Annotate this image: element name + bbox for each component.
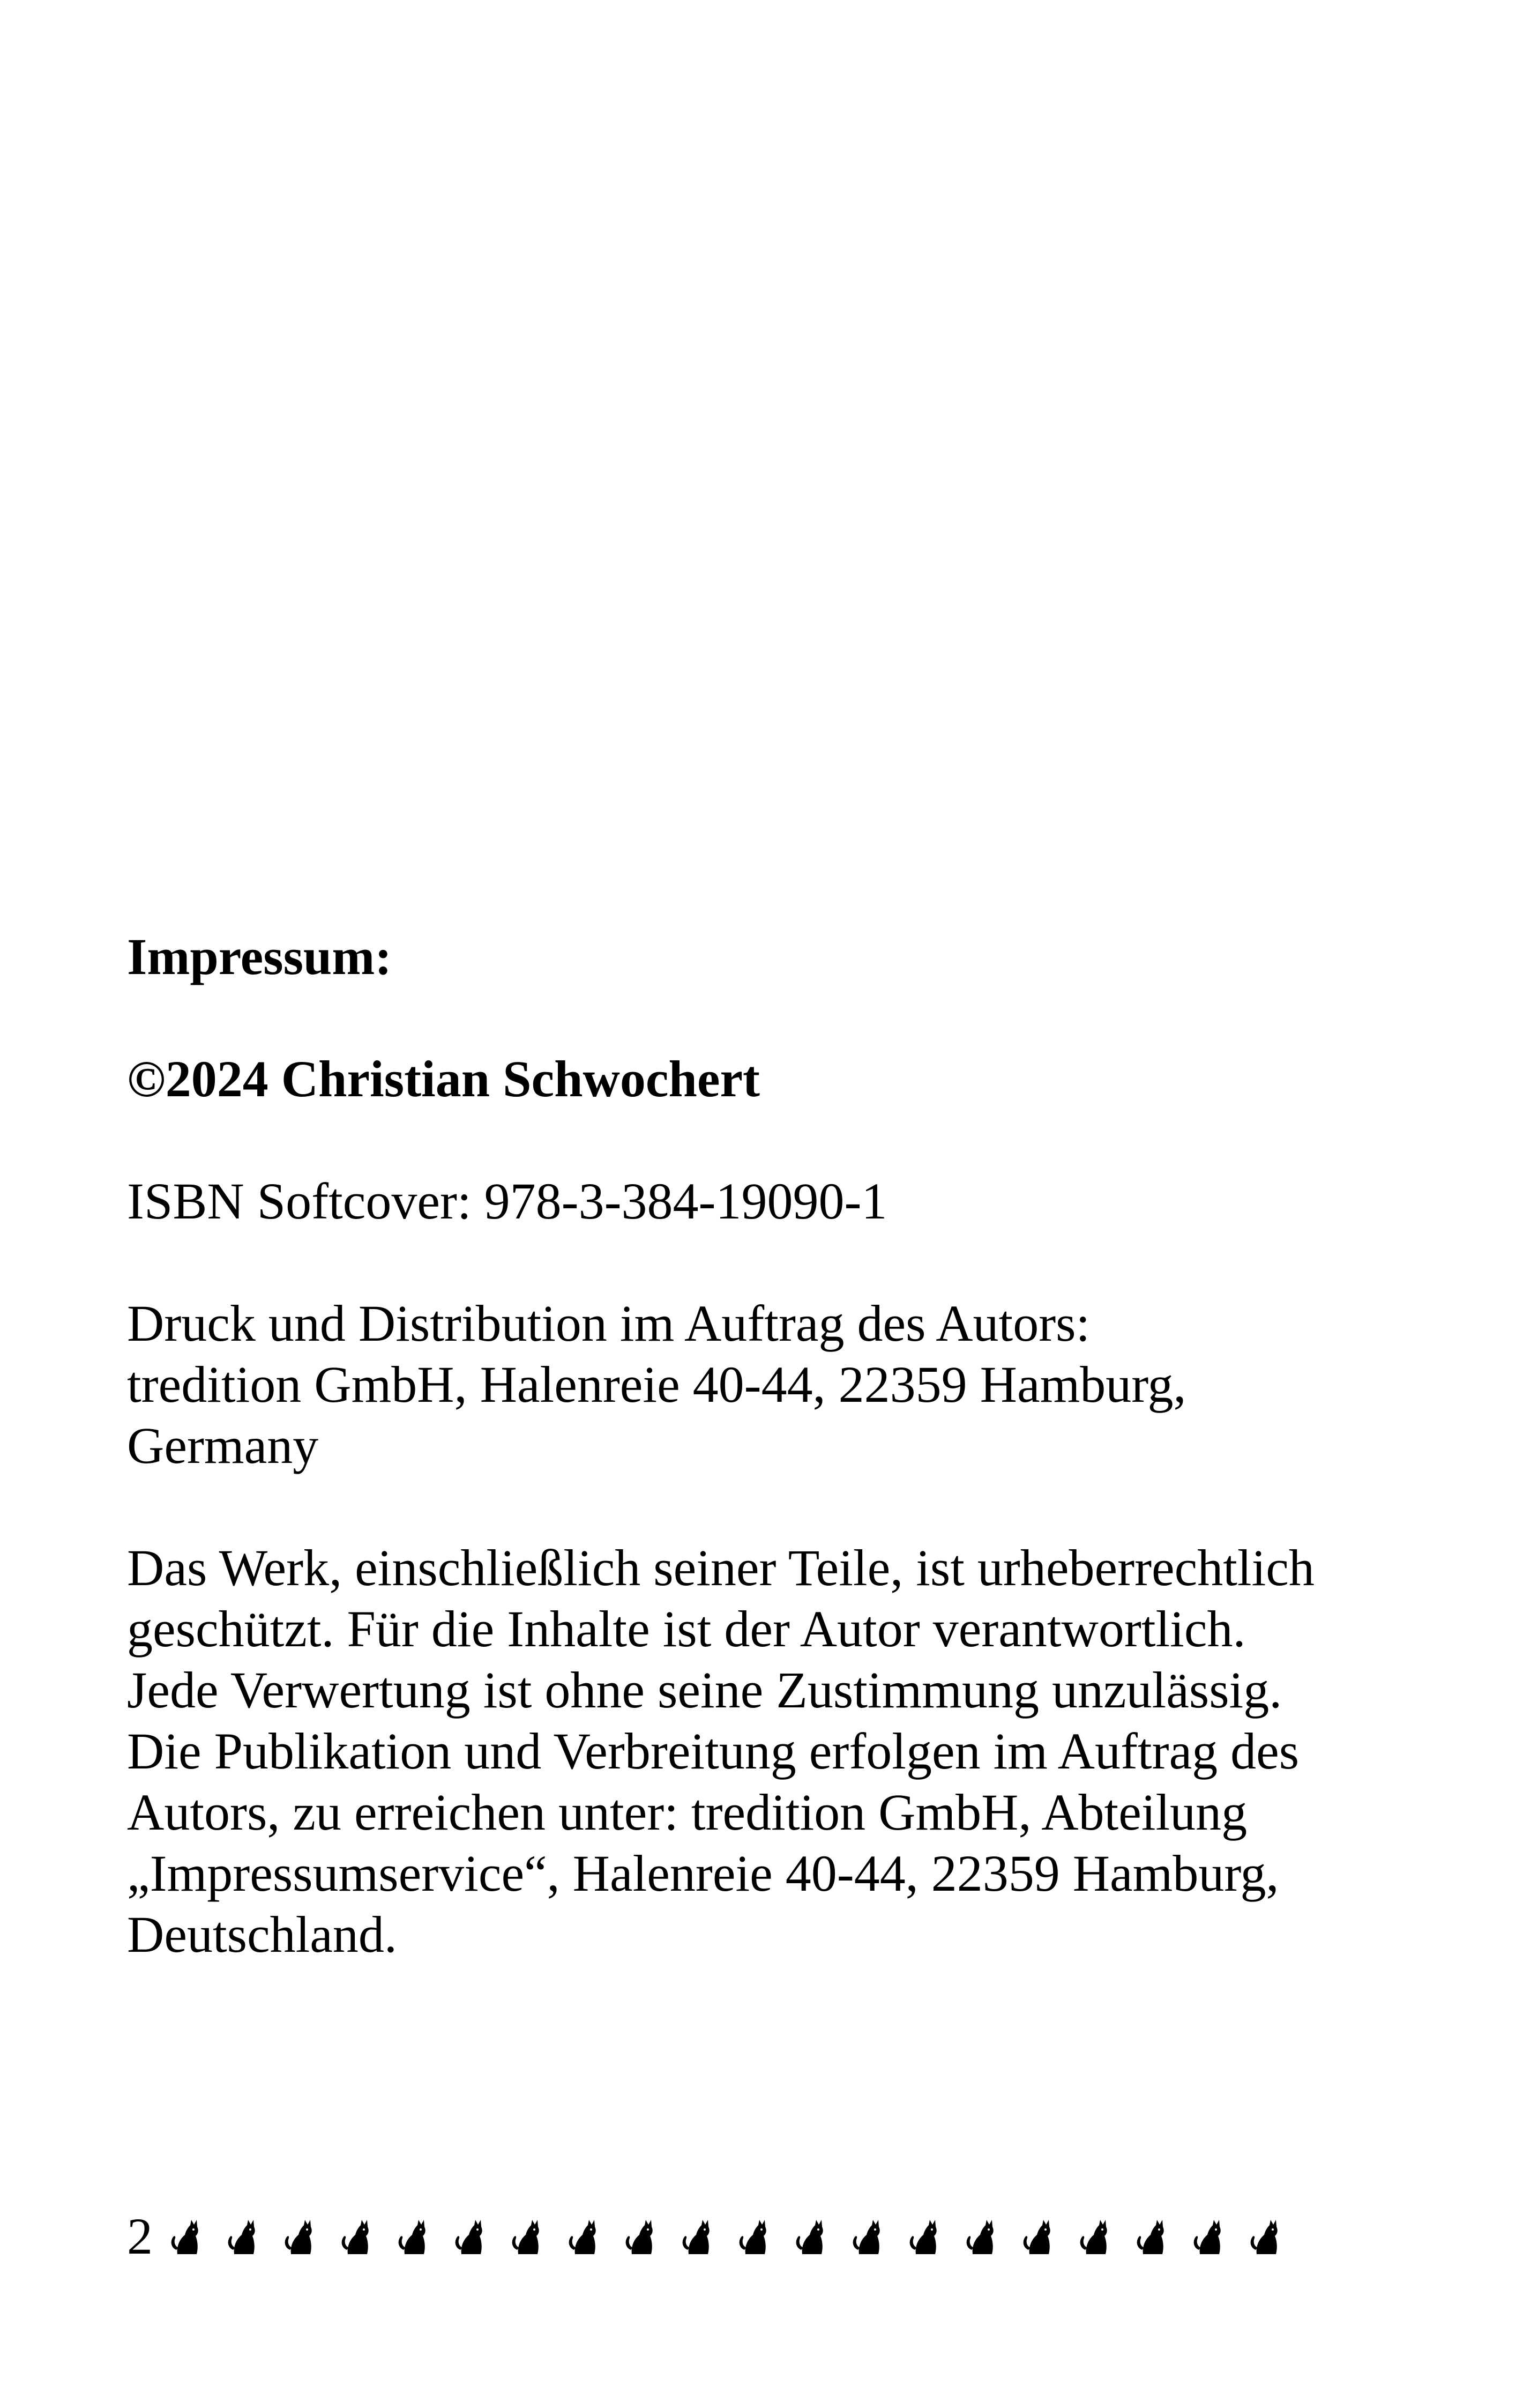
- rights-line: Deutschland.: [127, 1906, 397, 1963]
- cat-silhouette-icon: [226, 2217, 259, 2256]
- cat-silhouette-icon: [850, 2217, 884, 2256]
- impressum-heading: Impressum:: [127, 928, 392, 985]
- page-footer: [127, 2204, 1281, 2269]
- impressum-section: [127, 926, 1424, 1965]
- rights-line: Die Publikation und Verbreitung erfolgen im Auftrag des: [127, 1722, 1300, 1780]
- cat-silhouette-icon: [794, 2217, 827, 2256]
- rights-line: Autors, zu erreichen unter: tredition GmbH, Abteilung: [127, 1783, 1248, 1841]
- cat-silhouette-icon: [1134, 2217, 1168, 2256]
- rights-line: Jede Verwertung ist ohne seine Zustimmung unzulässig.: [127, 1661, 1282, 1719]
- cat-silhouette-icon: [169, 2217, 202, 2256]
- cat-silhouette-icon: [1078, 2217, 1111, 2256]
- cat-silhouette-icon: [453, 2217, 486, 2256]
- cat-silhouette-icon: [680, 2217, 713, 2256]
- rights-line: „Impressumservice“, Halenreie 40-44, 22359 Hamburg,: [127, 1845, 1279, 1902]
- distribution-paragraph: [127, 1293, 1424, 1476]
- cat-silhouette-icon: [1191, 2217, 1225, 2256]
- rights-line: geschützt. Für die Inhalte ist der Autor verantwortlich.: [127, 1600, 1246, 1658]
- cat-silhouette-icon: [964, 2217, 997, 2256]
- cat-silhouette-icon: [907, 2217, 940, 2256]
- rights-line: Das Werk, einschließlich seiner Teile, ist urheberrechtlich: [127, 1539, 1315, 1596]
- isbn-line: ISBN Softcover: 978-3-384-19090-1: [127, 1172, 887, 1230]
- distribution-line: Druck und Distribution im Auftrag des Autors:: [127, 1295, 1091, 1352]
- cat-silhouette-icon: [396, 2217, 429, 2256]
- copyright-line: ©2024 Christian Schwochert: [127, 1050, 760, 1108]
- page-number: 2: [127, 2208, 153, 2265]
- distribution-line: Germany: [127, 1417, 319, 1474]
- rights-paragraph: [127, 1537, 1424, 1965]
- cat-silhouette-icon: [737, 2217, 770, 2256]
- cat-silhouette-icon: [1248, 2217, 1281, 2256]
- cat-silhouette-icon: [282, 2217, 316, 2256]
- cat-silhouette-icon: [566, 2217, 600, 2256]
- cat-silhouette-icon: [1021, 2217, 1054, 2256]
- cat-silhouette-icon: [510, 2217, 543, 2256]
- cat-silhouette-icon: [623, 2217, 656, 2256]
- distribution-line: tredition GmbH, Halenreie 40-44, 22359 Hamburg,: [127, 1356, 1186, 1413]
- cat-silhouette-icon: [339, 2217, 372, 2256]
- cat-ornament-row: [169, 2217, 1281, 2256]
